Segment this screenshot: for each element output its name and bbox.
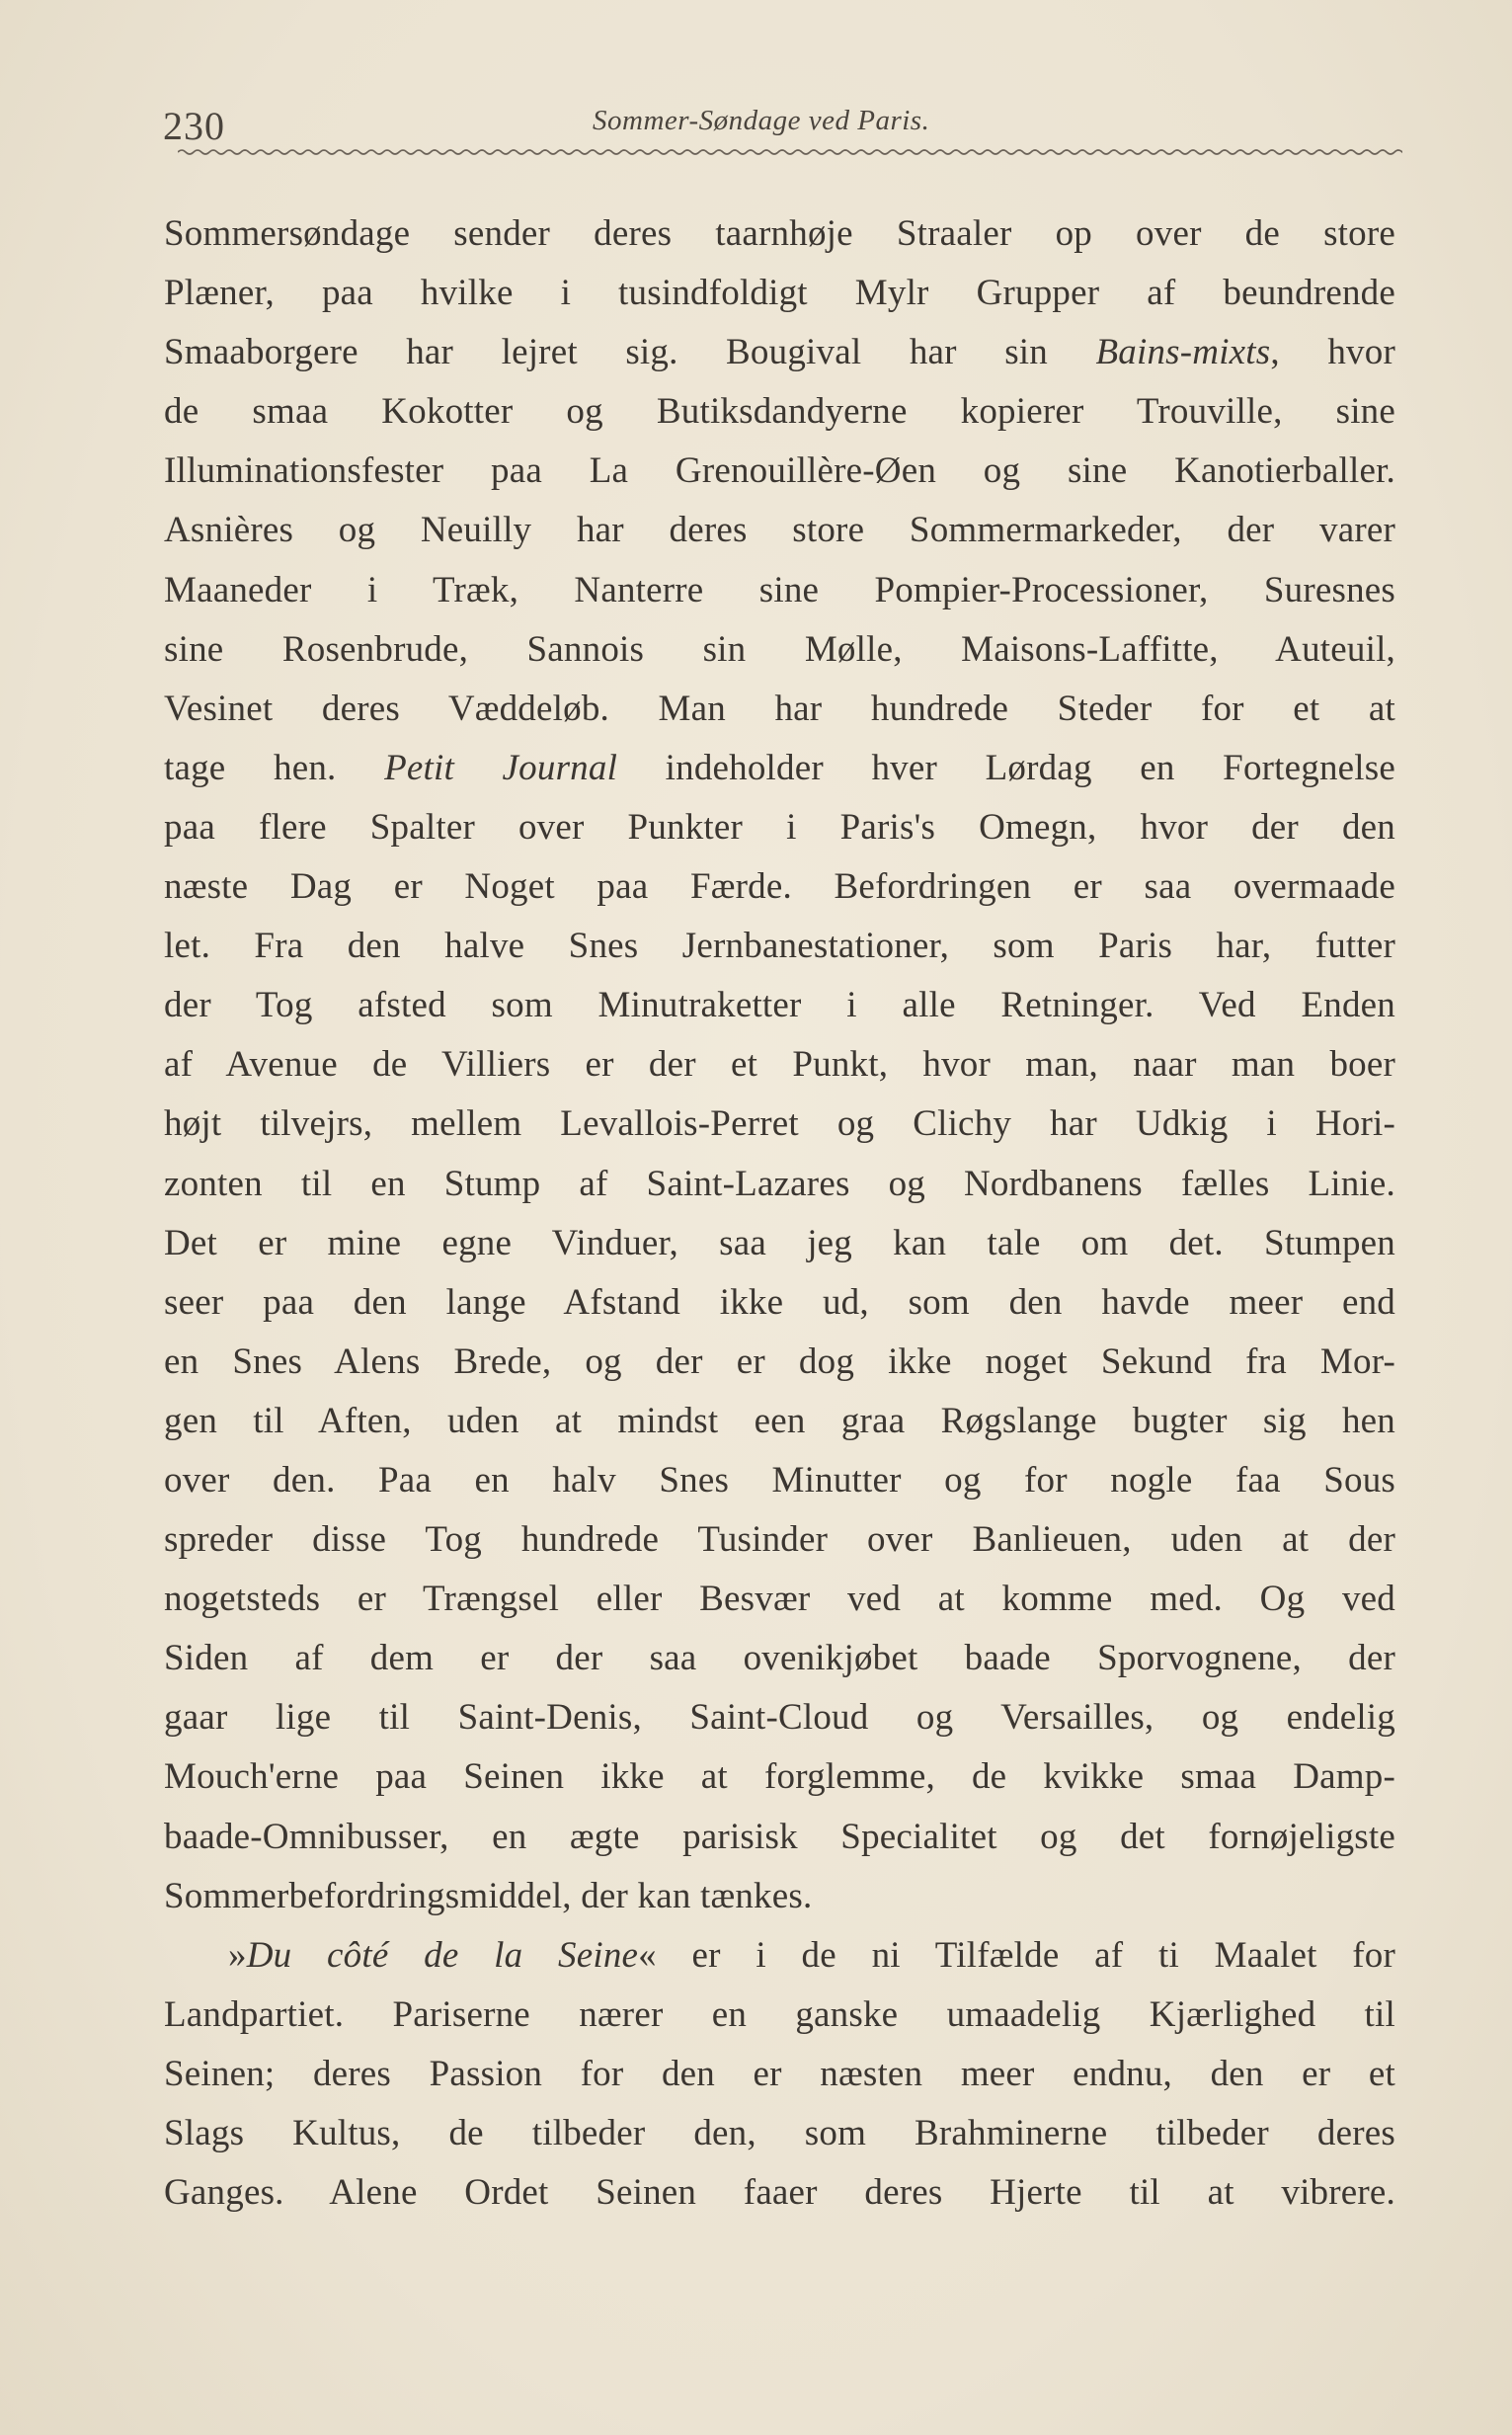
text-run: af Avenue de Villiers er der et Punkt, hvor man, naar man boer <box>164 1044 1395 1086</box>
text-run: Vesinet deres Væddeløb. Man har hundrede Steder for et at <box>164 688 1395 729</box>
text-run: en Snes Alens Brede, og der er dog ikke noget Sekund fra Mor- <box>164 1340 1395 1382</box>
text-run: let. Fra den halve Snes Jernbanestationer, som Paris har, futter <box>164 926 1395 967</box>
text-run: Mouch'erne paa Seinen ikke at forglemme, de kvikke smaa Damp- <box>164 1756 1395 1798</box>
text-line <box>164 1629 1395 1688</box>
text-line <box>164 442 1395 501</box>
text-line <box>164 1451 1395 1510</box>
text-run: højt tilvejrs, mellem Levallois-Perret og Clichy har Udkig i Hori- <box>164 1103 1395 1145</box>
text-run: Plæner, paa hvilke i tusindfoldigt Mylr Grupper af beundrende <box>164 273 1395 314</box>
text-run: « er i de ni Tilfælde af ti Maalet for <box>638 1934 1395 1976</box>
text-run: Sommerbefordringsmiddel, der kan tænkes. <box>164 1875 813 1916</box>
running-title: Sommer-Søndage ved Paris. <box>593 105 930 136</box>
text-line <box>164 739 1395 798</box>
text-run: gen til Aften, uden at mindst een graa Røgslange bugter sig hen <box>164 1400 1395 1441</box>
text-run: Det er mine egne Vinduer, saa jeg kan tale om det. Stumpen <box>164 1222 1395 1263</box>
text-line <box>164 1510 1395 1570</box>
text-line <box>164 1333 1395 1392</box>
text-line <box>164 204 1395 264</box>
body-text <box>164 204 1395 2223</box>
italic-phrase: Du côté de la Seine <box>246 1934 639 1976</box>
text-line <box>164 1155 1395 1214</box>
text-line <box>164 264 1395 323</box>
text-run: Smaaborgere har lejret sig. Bougival har sin <box>164 332 1096 373</box>
text-line <box>164 2045 1395 2104</box>
text-line <box>164 501 1395 560</box>
text-line <box>164 382 1395 442</box>
text-line <box>164 857 1395 917</box>
text-run: Seinen; deres Passion for den er næsten meer endnu, den er et <box>164 2053 1395 2094</box>
text-line <box>164 1867 1395 1926</box>
text-run: nogetsteds er Trængsel eller Besvær ved at komme med. Og ved <box>164 1579 1395 1620</box>
italic-phrase: Bains-mixts <box>1095 332 1271 373</box>
text-run: paa flere Spalter over Punkter i Paris's Omegn, hvor der den <box>164 806 1395 848</box>
text-run: Slags Kultus, de tilbeder den, som Brahminerne tilbeder deres <box>164 2113 1395 2153</box>
text-line <box>164 323 1395 382</box>
text-line <box>164 680 1395 739</box>
text-line <box>164 798 1395 857</box>
text-line <box>164 561 1395 620</box>
text-line <box>164 1570 1395 1629</box>
text-run: sine Rosenbrude, Sannois sin Mølle, Maisons-Laffitte, Auteuil, <box>164 628 1395 670</box>
text-run: spreder disse Tog hundrede Tusinder over Banlieuen, uden at der <box>164 1519 1395 1561</box>
text-line <box>164 620 1395 680</box>
text-line <box>164 1747 1395 1807</box>
text-run: Ganges. Alene Ordet Seinen faaer deres Hjerte til at vibrere. <box>164 2172 1395 2214</box>
text-run: Illuminationsfester paa La Grenouillère-Øen og sine Kanotierballer. <box>164 450 1395 492</box>
running-head <box>163 91 1397 150</box>
text-run: Asnières og Neuilly har deres store Sommermarkeder, der varer <box>164 510 1395 551</box>
text-run: indeholder hver Lørdag en Fortegnelse <box>617 747 1395 788</box>
text-run: » <box>228 1934 247 1976</box>
italic-phrase: Petit Journal <box>384 747 618 788</box>
text-line <box>164 1095 1395 1154</box>
ornamental-wavy-rule <box>178 144 1402 160</box>
text-line <box>164 1688 1395 1747</box>
text-line <box>164 1808 1395 1867</box>
text-run: zonten til en Stump af Saint-Lazares og Nordbanens fælles Linie. <box>164 1163 1395 1204</box>
text-line <box>164 1986 1395 2045</box>
text-line <box>164 917 1395 976</box>
text-run: Siden af dem er der saa ovenikjøbet baade Sporvognene, der <box>164 1638 1395 1679</box>
text-run: tage hen. <box>164 747 385 788</box>
text-line <box>164 1214 1395 1273</box>
page-number: 230 <box>163 104 225 148</box>
text-line <box>164 1392 1395 1451</box>
text-run: næste Dag er Noget paa Færde. Befordringen er saa overmaade <box>164 866 1395 908</box>
text-line <box>164 1273 1395 1333</box>
text-line <box>164 1035 1395 1095</box>
text-run: over den. Paa en halv Snes Minutter og for nogle faa Sous <box>164 1459 1395 1501</box>
text-line <box>164 1926 1395 1986</box>
text-run: de smaa Kokotter og Butiksdandyerne kopierer Trouville, sine <box>164 391 1395 433</box>
text-line <box>164 2104 1395 2163</box>
text-run: gaar lige til Saint-Denis, Saint-Cloud og Versailles, og endelig <box>164 1697 1395 1739</box>
text-run: baade-Omnibusser, en ægte parisisk Specialitet og det fornøjeligste <box>164 1816 1395 1857</box>
text-run: seer paa den lange Afstand ikke ud, som den havde meer end <box>164 1281 1395 1323</box>
text-run: Landpartiet. Pariserne nærer en ganske umaadelig Kjærlighed til <box>164 1993 1395 2035</box>
text-line <box>164 976 1395 1035</box>
text-line <box>164 2163 1395 2223</box>
text-run: Maaneder i Træk, Nanterre sine Pompier-Processioner, Suresnes <box>164 569 1395 610</box>
text-run: , hvor <box>1270 332 1395 373</box>
text-run: der Tog afsted som Minutraketter i alle Retninger. Ved Enden <box>164 985 1395 1026</box>
text-run: Sommersøndage sender deres taarnhøje Straaler op over de store <box>164 213 1395 254</box>
